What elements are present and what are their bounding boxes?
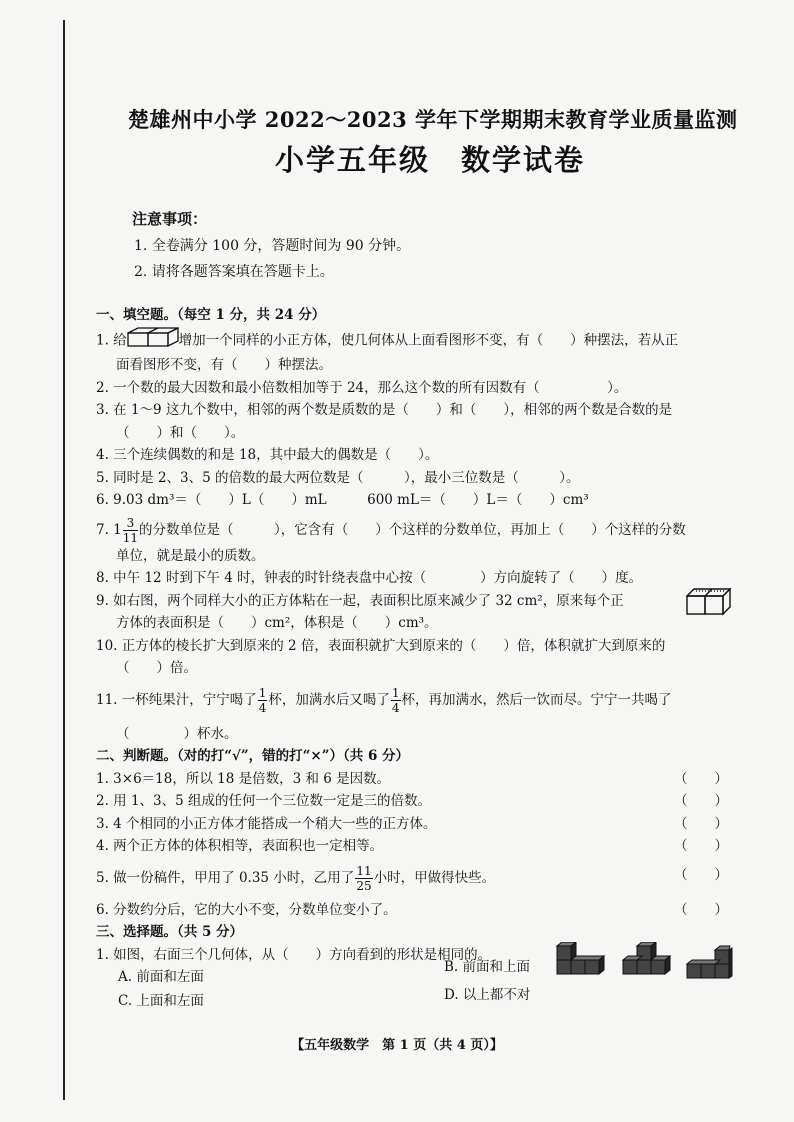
notes-heading: 注意事项： [132, 210, 208, 228]
question-1-5: 5. 同时是 2、3、5 的倍数的最大两位数是（ ），最小三位数是（ ）。 [96, 469, 580, 486]
section2-title: 二、判断题。（对的打“√”，错的打“×”）（共 6 分） [96, 748, 410, 764]
answer-paren: （ ） [674, 838, 728, 854]
notes-block [132, 208, 410, 287]
choice-question-1: 1. 如图，右面三个几何体，从（ ）方向看到的形状是相同的。 [96, 946, 492, 963]
section1-title: 一、填空题。（每空 1 分，共 24 分） [96, 307, 326, 323]
answer-paren: （ ） [674, 901, 728, 918]
fraction-1-4: $\frac{1}{4}$ [391, 685, 400, 715]
judge-question-6: 6. 分数约分后，它的大小不变，分数单位变小了。 （ ） [96, 899, 736, 922]
three-solids-figure [553, 942, 733, 990]
binding-line [63, 20, 65, 1100]
question-1-10-cont: （ ）倍。 [116, 660, 197, 676]
question-1-7: 7. 1 $\frac{3}{11}$ 的分数单位是（ ），它含有（ ）个这样的分数单位，再加上（ ）个这样的分数 [96, 515, 686, 545]
question-1-6: 6. 9.03 dm³＝（ ）L（ ）mL 600 mL＝（ ）L＝（ ）cm³ [96, 492, 589, 508]
question-1-8: 8. 中午 12 时到下午 4 时，钟表的时针绕表盘中心按（ ）方向旋转了（ ）度。 [96, 570, 643, 586]
judge-question-3: 3. 4 个相同的小正方体才能搭成一个稍大一些的正方体。 （ ） [96, 813, 736, 836]
section3-title: 三、选择题。（共 5 分） [96, 924, 244, 940]
question-1-11: 11. 一杯纯果汁，宁宁喝了 $\frac{1}{4}$ 杯，加满水后又喝了 $\frac{1}{4}$ 杯，再加满水，然后一饮而尽。宁宁一共喝了 [96, 685, 672, 715]
answer-paren: （ ） [674, 793, 728, 809]
notes-item: 1. 全卷满分 100 分，答题时间为 90 分钟。 [134, 238, 411, 254]
exam-title-line2: 小学五年级 数学试卷 [274, 143, 585, 177]
exam-title-line1: 楚雄州中小学 2022～2023 学年下学期期末教育学业质量监测 [128, 107, 738, 132]
question-1-3-cont: （ ）和（ ）。 [116, 424, 245, 441]
answer-paren: （ ） [674, 770, 728, 787]
question-1-1-cont: 面看图形不变，有（ ）种摆法。 [116, 357, 332, 373]
questions-content [96, 304, 736, 1016]
question-1-2: 2. 一个数的最大因数和最小倍数相加等于 24，那么这个数的所有因数有（ ）。 [96, 379, 628, 396]
question-1-10: 10. 正方体的棱长扩大到原来的 2 倍，表面积就扩大到原来的（ ）倍，体积就扩大到原来的 [96, 637, 666, 654]
two-cubes-figure [127, 327, 179, 355]
page-footer: 【五年级数学 第 1 页（共 4 页）】 [291, 1038, 503, 1053]
judge-question-4: 4. 两个正方体的体积相等，表面积也一定相等。 （ ） [96, 835, 736, 858]
question-1-7-cont: 单位，就是最小的质数。 [116, 547, 265, 564]
question-1-9-cont: 方体的表面积是（ ）cm²，体积是（ ）cm³。 [116, 615, 438, 631]
judge-question-2: 2. 用 1、3、5 组成的任何一个三位数一定是三的倍数。 （ ） [96, 790, 736, 813]
judge-question-1: 1. 3×6＝18，所以 18 是倍数，3 和 6 是因数。 （ ） [96, 768, 736, 791]
judge-question-5: 5. 做一份稿件，甲用了 0.35 小时，乙用了 $\frac{11}{25}$ 小时，甲做得快些。 （ ） [96, 863, 728, 893]
fraction-1-4: $\frac{1}{4}$ [258, 685, 267, 715]
question-1-11-cont: （ ）杯水。 [116, 725, 238, 742]
option-c: C. 上面和左面 [118, 993, 204, 1009]
answer-paren: （ ） [674, 866, 728, 883]
question-1-9: 9. 如右图，两个同样大小的正方体粘在一起，表面积比原来减少了 32 cm²，原来每个正 [96, 590, 736, 613]
fraction-11-25: $\frac{11}{25}$ [356, 863, 372, 893]
question-1-3: 3. 在 1～9 这九个数中，相邻的两个数是质数的是（ ）和（ ），相邻的两个数是合数的是 [96, 402, 673, 418]
notes-item: 2. 请将各题答案填在答题卡上。 [134, 264, 334, 280]
option-d: D. 以上都不对 [444, 987, 531, 1003]
answer-paren: （ ） [674, 815, 728, 832]
option-a: A. 前面和左面 [118, 969, 204, 985]
question-1-4: 4. 三个连续偶数的和是 18，其中最大的偶数是（ ）。 [96, 447, 439, 463]
option-b: B. 前面和上面 [444, 959, 531, 975]
question-1-1: 1. 给 增加一个同样的小正方体，使几何体从上面看图形不变，有（ ）种摆法，若从正 [96, 327, 736, 355]
fraction-3-11: $\frac{3}{11}$ [122, 515, 139, 545]
